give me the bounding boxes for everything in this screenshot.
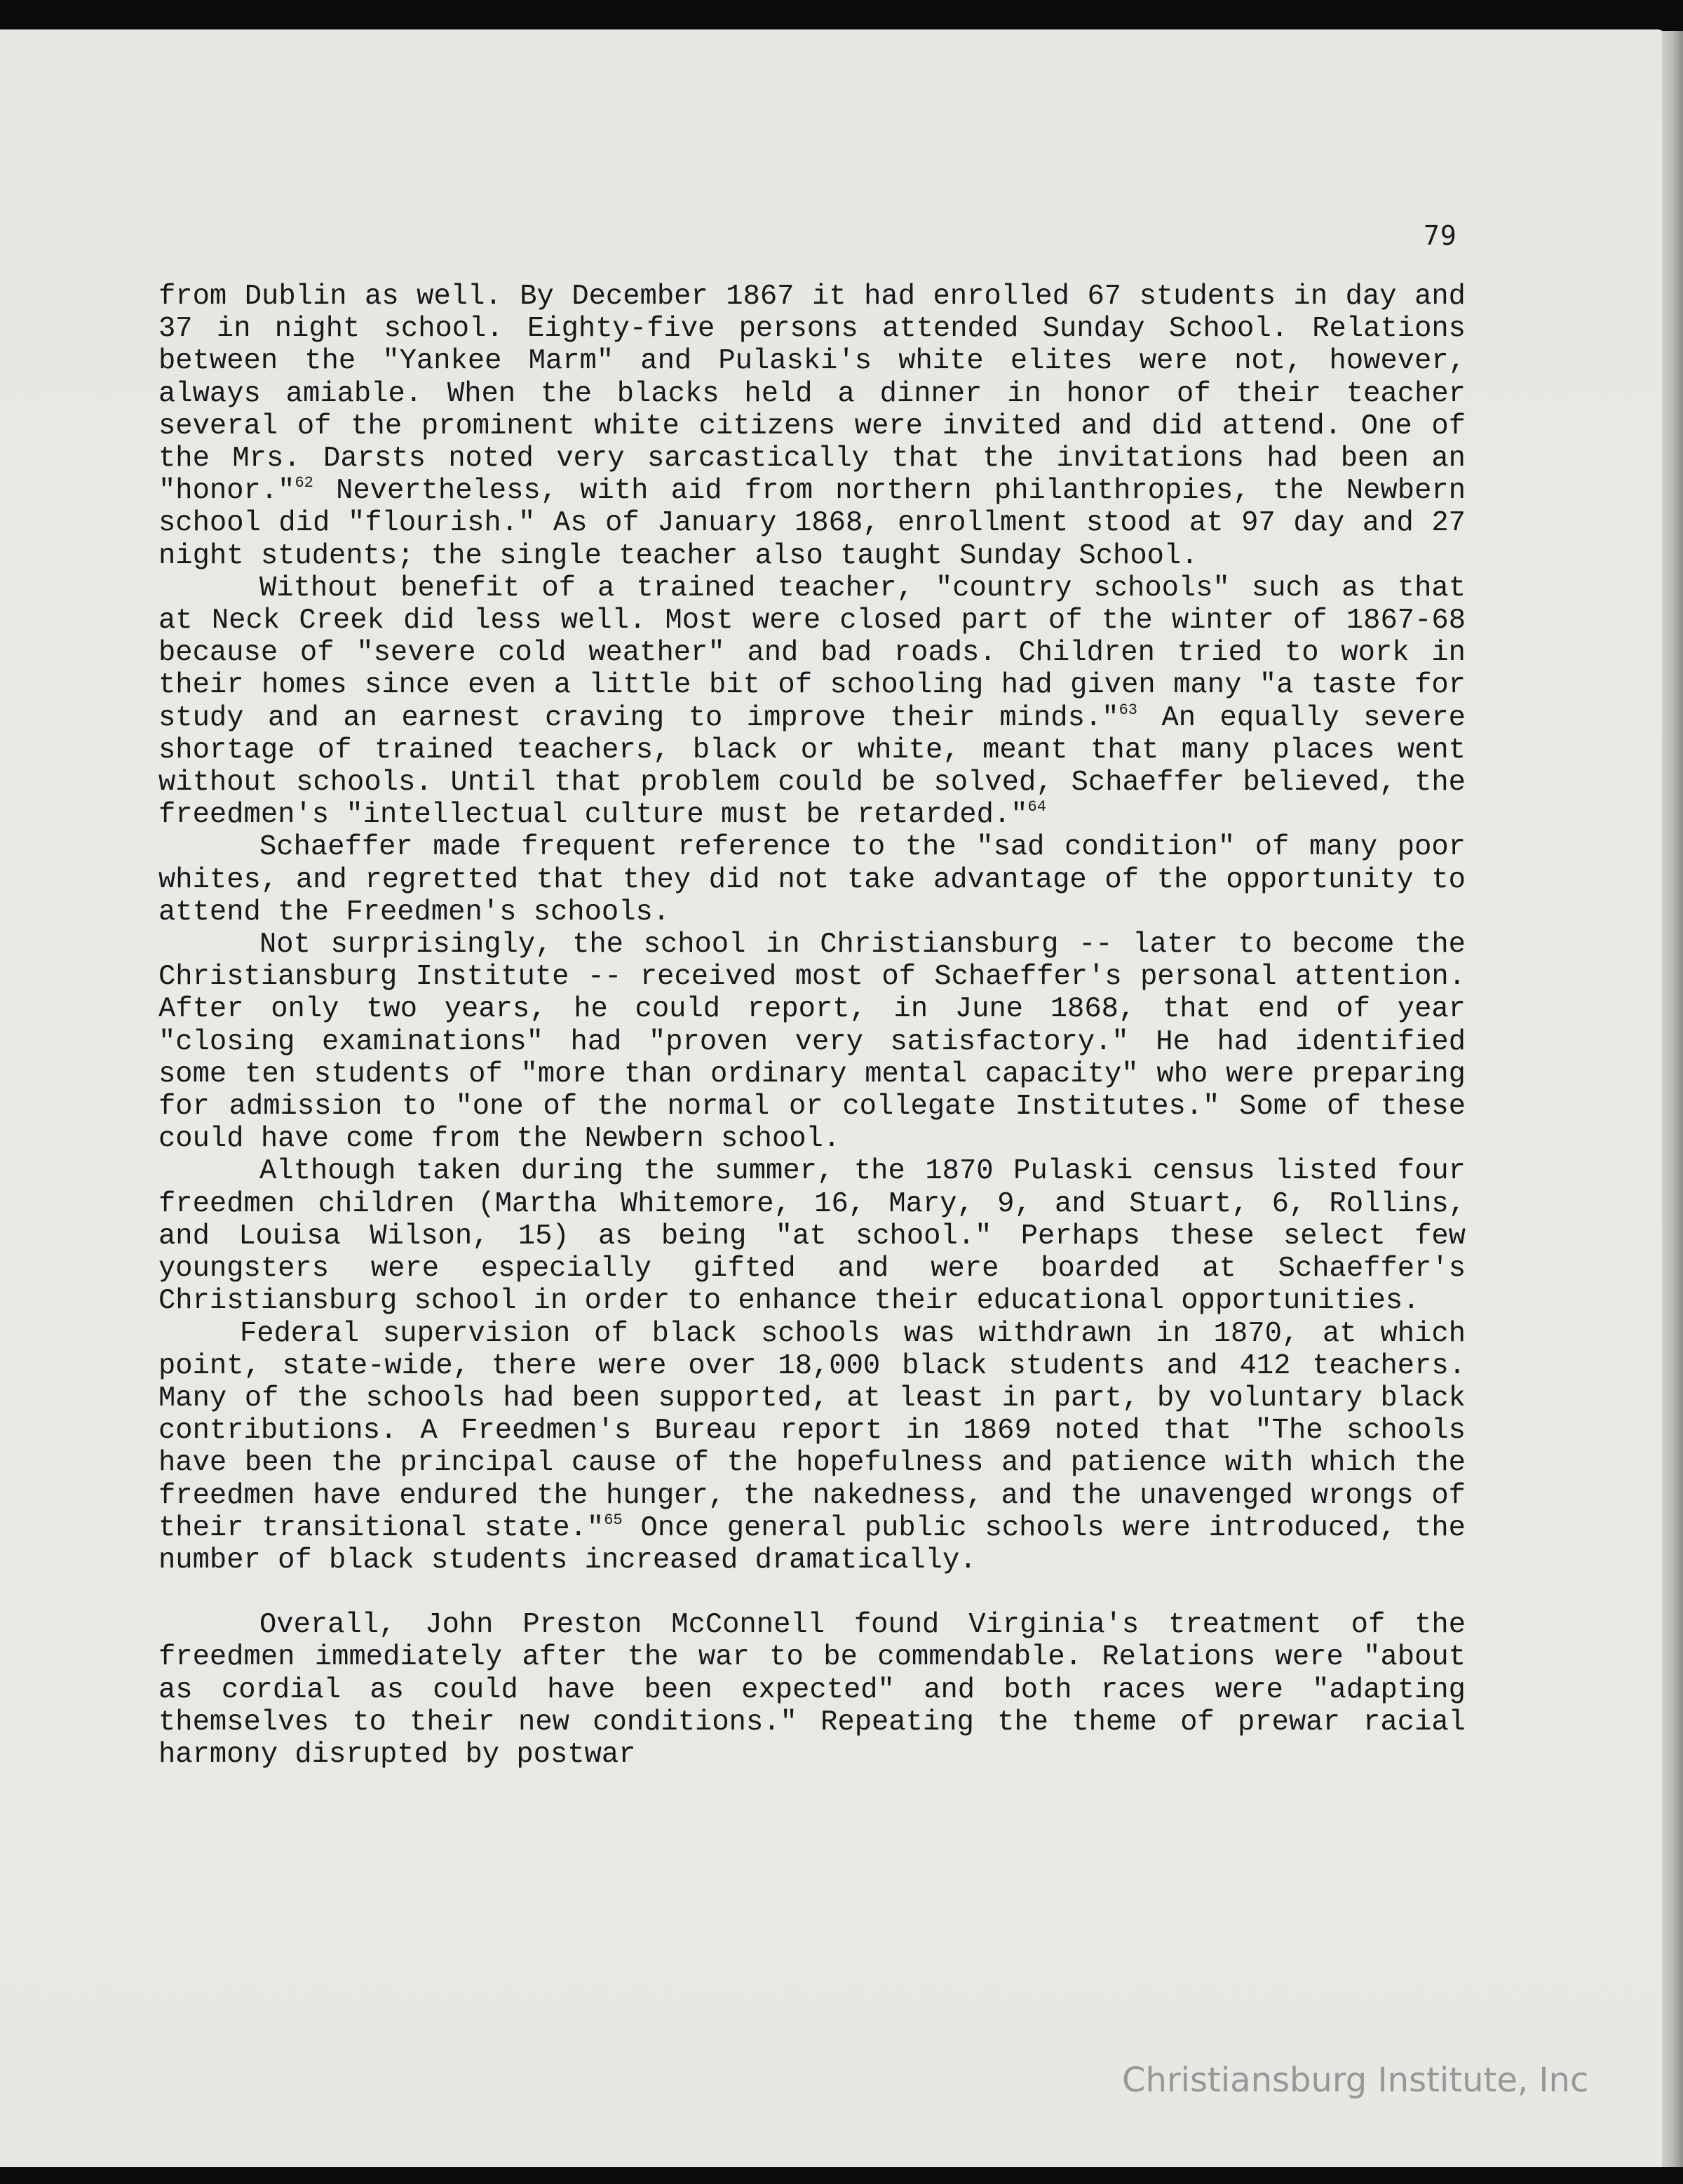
paragraph-text: from Dublin as well. By December 1867 it had enrolled 67 students in day and 37 in night school. Eighty-five persons attended Sunday School. Relations between the "Yankee Marm" and Pulaski's white elites were not, however, always amiable. When the blacks held a dinner in honor of their teacher several of the prominent white citizens were invited and did attend. One of the Mrs. Darsts noted very sarcastically that the invitations had been an "honor." [158, 281, 1466, 508]
paragraph-text: Federal supervision of black schools was withdrawn in 1870, at which point, state-wide, there were over 18,000 black students and 412 teachers. Many of the schools had been supported, at least in part, by voluntary black contributions. A Freedmen's Bureau report in 1869 noted that "The schools have been the principal cause of the hopefulness and patience with which the freedmen have endured the hunger, the nakedness, and the unavenged wrongs of their transitional state." [158, 1317, 1466, 1544]
paragraph-text: Without benefit of a trained teacher, "country schools" such as that at Neck Creek did less well. Most were closed part of the winter of 1867-68 because of "severe cold weather" and bad roads. Children tried to work in their homes since even a little bit of schooling had given many "a taste for study and an earnest craving to improve their minds." [158, 572, 1466, 734]
paragraph-6 [158, 1318, 1466, 1577]
paragraph-text: Once general public schools were introduced, the number of black students increased dramatically. [158, 1511, 1466, 1577]
paragraph-text: Schaeffer made frequent reference to the "sad condition" of many poor whites, and regretted that they did not take advantage of the opportunity to attend the Freedmen's schools. [158, 831, 1466, 929]
body-text [158, 281, 1466, 1771]
paragraph-text: Nevertheless, with aid from northern philanthropies, the Newbern school did "flourish." As of January 1868, enrollment stood at 97 day and 27 night students; the single teacher also taught Sunday School. [158, 475, 1466, 572]
paragraph-text: An equally severe shortage of trained teachers, black or white, meant that many places went without schools. Until that problem could be solved, Schaeffer believed, the freedmen's "intellectual culture must be retarded." [158, 701, 1466, 832]
footnote-marker: 62 [295, 474, 313, 492]
paragraph-4 [158, 929, 1466, 1155]
paragraph-7 [158, 1609, 1466, 1771]
paragraph-3 [158, 831, 1466, 929]
paragraph-1 [158, 281, 1466, 572]
paragraph-2 [158, 572, 1466, 832]
paragraph-5 [158, 1155, 1466, 1317]
paragraph-text: Not surprisingly, the school in Christiansburg -- later to become the Christiansburg Institute -- received most of Schaeffer's personal attention. After only two years, he could report, in June 1868, that end of year "closing examinations" had "proven very satisfactory." He had identified some ten students of "more than ordinary mental capacity" who were preparing for admission to "one of the normal or collegate Institutes." Some of these could have come from the Newbern school. [158, 929, 1466, 1156]
footnote-marker: 64 [1027, 798, 1046, 816]
footnote-marker: 65 [604, 1511, 623, 1529]
paragraph-text: Although taken during the summer, the 1870 Pulaski census listed four freedmen children (Martha Whitemore, 16, Mary, 9, and Stuart, 6, Rollins, and Louisa Wilson, 15) as being "at school." Perhaps these select few youngsters were especially gifted and were boarded at Schaeffer's Christiansburg school in order to enhance their educational opportunities. [158, 1155, 1466, 1318]
page-edge [1662, 31, 1683, 2167]
background-border [0, 2167, 1683, 2184]
footnote-marker: 63 [1118, 701, 1137, 719]
watermark: Christiansburg Institute, Inc [1122, 2061, 1589, 2100]
page-number: 79 [1424, 220, 1457, 251]
paragraph-text: Overall, John Preston McConnell found Virginia's treatment of the freedmen immediately after the war to be commendable. Relations were "about as cordial as could have been expected" and both races were "adapting themselves to their new conditions." Repeating the theme of prewar racial harmony disrupted by postwar [158, 1609, 1466, 1771]
